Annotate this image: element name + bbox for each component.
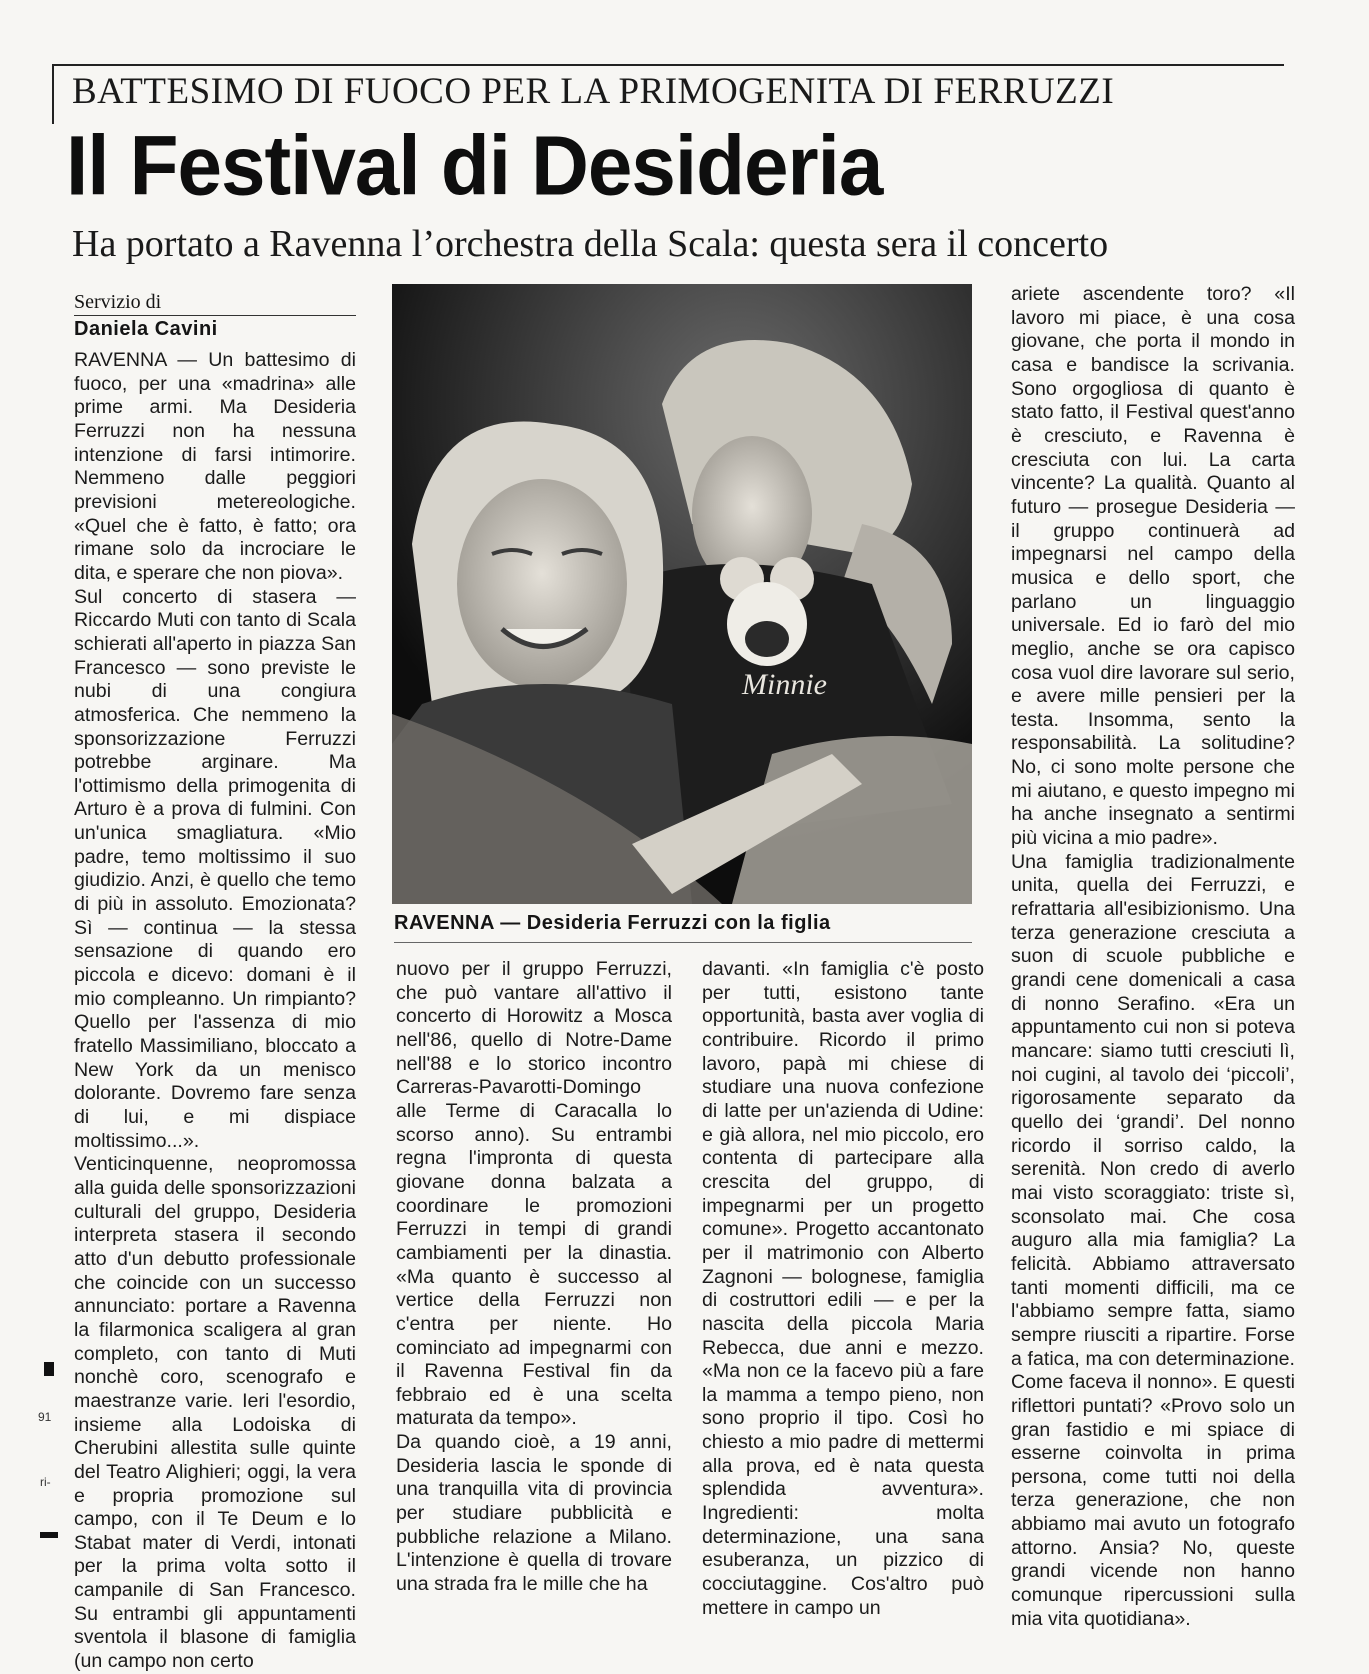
photo-illustration: [392, 284, 972, 904]
margin-mark: [40, 1532, 58, 1538]
margin-fragment: ri-: [40, 1475, 51, 1489]
subhead: Ha portato a Ravenna l’orchestra della Scala: questa sera il concerto: [72, 223, 1109, 265]
margin-mark: [44, 1362, 54, 1376]
kicker: BATTESIMO DI FUOCO PER LA PRIMOGENITA DI FERRUZZI: [72, 71, 1115, 112]
article-column-1: [74, 349, 356, 1674]
paragraph: Una famiglia tradizionalmente unita, quella dei Ferruzzi, e refrattaria all'esibizionismo. Una terza generazione cresciuta a suon di scuole pubbliche e grandi cene domenicali a casa di nonno Serafino. «Era un appuntamento cui non si poteva mancare: siamo tutti cresciuti lì, noi cugini, al tavolo dei ‘piccoli’, rigorosamente separato da quello dei ‘grandi’. Del nonno ricordo il sorriso caldo, la serenità. Non credo di averlo mai visto scoraggiato: triste sì, sconsolato mai. Che cosa auguro alla mia famiglia? La felicità. Abbiamo attraversato tanti momenti difficili, ma ce l'abbiamo sempre fatta, siamo sempre riusciti a ripartire. Forse a fatica, ma con determinazione. Come faceva il nonno». E questi riflettori puntati? «Provo solo un gran fastidio e mi spiace di esserne coinvolta in prima persona, come tutti noi della terza generazione, che non abbiamo mai avuto un fotografo attorno. Ansia? No, queste grandi vicende non hanno comunque ripercussioni sulla mia vita quotidiana».: [1011, 850, 1295, 1630]
article-photo: [392, 284, 972, 904]
photo-caption: RAVENNA — Desideria Ferruzzi con la figlia: [394, 912, 831, 934]
article-column-3: [702, 958, 984, 1620]
margin-fragment: 91: [38, 1410, 52, 1424]
paragraph: RAVENNA — Un battesimo di fuoco, per una «madrina» alle prime armi. Ma Desideria Ferruzzi non ha nessuna intenzione di farsi intimorire. Nemmeno dalle peggiori previsioni metereologiche. «Quel che è fatto, è fatto; ora rimane solo da incrociare le dita, e sperare che non piova».: [74, 349, 356, 584]
paragraph: ariete ascendente toro? «Il lavoro mi piace, è una cosa giovane, che porta il mondo in casa e bandisce la scrivania. Sono orgogliosa di quanto è stato fatto, il Festival quest'anno è cresciuto, e Ravenna è cresciuta con lui. La carta vincente? La qualità. Quanto al futuro — prosegue Desideria — il gruppo continuerà ad impegnarsi nel campo della musica e dello sport, che parlano un linguaggio universale. Ed io farò del mio meglio, anche se ora capisco cosa vuol dire lavorare sul serio, e avere mille pensieri per la testa. Insomma, sento la responsabilità. La solitudine? No, ci sono molte persone che mi aiutano, e questo impegno mi ha anche insegnato a sentirmi più vicina a mio padre».: [1011, 283, 1295, 850]
left-rule: [52, 64, 54, 124]
headline: Il Festival di Desideria: [66, 119, 883, 213]
article-column-2: [396, 958, 672, 1597]
paragraph: Venticinquenne, neopromossa alla guida delle sponsorizzazioni culturali del gruppo, Desideria interpreta stasera il secondo atto d'un debutto professionale che coincide con un successo annunciato: portare a Ravenna la filarmonica scaligera al gran completo, con tanto di Muti nonchè coro, scenografo e maestranze varie. Ieri l'esordio, insieme alla Lodoiska di Cherubini allestita sulle quinte del Teatro Alighieri; oggi, la vera e propria promozione sul campo, con il Te Deum e lo Stabat mater di Verdi, intonati per la prima volta sotto il campanile di San Francesco. Su entrambi gli appuntamenti sventola il blasone di famiglia (un campo non certo: [74, 1153, 356, 1673]
article-column-4: [1011, 283, 1295, 1631]
shirt-text: Minnie: [742, 668, 827, 701]
paragraph: Da quando cioè, a 19 anni, Desideria lascia le sponde di una tranquilla vita di provincia per studiare pubblicità e pubbliche relazione a Milano. L'intenzione è quella di trovare una strada fra le mille che ha: [396, 1431, 672, 1596]
paragraph: nuovo per il gruppo Ferruzzi, che può vantare all'attivo il concerto di Horowitz a Mosca nell'86, quello di Notre-Dame nell'88 e lo storico incontro Carreras-Pavarotti-Domingo alle Terme di Caracalla lo scorso anno). Su entrambi regna l'impronta di questa giovane donna balzata a coordinare le promozioni Ferruzzi in tempi di grandi cambiamenti per la dinastia. «Ma quanto è successo al vertice della Ferruzzi non c'entra per niente. Ho cominciato ad impegnarmi con il Ravenna Festival fin da febbraio ed è una scelta maturata da tempo».: [396, 958, 672, 1430]
paragraph: Sul concerto di stasera — Riccardo Muti con tanto di Scala schierati all'aperto in piazza San Francesco — sono previste le nubi di una congiura atmosferica. Che nemmeno la sponsorizzazione Ferruzzi potrebbe arginare. Ma l'ottimismo della primogenita di Arturo è a prova di fulmini. Con un'unica smagliatura. «Mio padre, temo moltissimo il suo giudizio. Anzi, è quello che temo di più in assoluto. Emozionata? Sì — continua — la stessa sensazione di quando ero piccola e dicevo: domani è il mio compleanno. Un rimpianto? Quello per l'assenza di mio fratello Massimiliano, bloccato a New York da un menisco dolorante. Dovremo fare senza di lui, e mi dispiace moltissimo...».: [74, 585, 356, 1152]
caption-rule: [394, 942, 972, 943]
byline-rule: [74, 315, 356, 316]
paragraph: davanti. «In famiglia c'è posto per tutti, esistono tante opportunità, basta aver voglia di contribuire. Ricordo il primo lavoro, papà mi chiese di studiare una nuova confezione di latte per un'azienda di Udine: e già allora, nel mio piccolo, ero contenta di partecipare alla crescita del gruppo, di impegnarmi per un progetto comune». Progetto accantonato per il matrimonio con Alberto Zagnoni — bolognese, famiglia di costruttori edili — e per la nascita della piccola Maria Rebecca, due anni e mezzo. «Ma non ce la facevo più a fare la mamma a tempo pieno, non sono proprio il tipo. Così ho chiesto a mio padre di mettermi alla prova, ed è nata questa splendida avventura». Ingredienti: molta determinazione, una sana esuberanza, un pizzico di cocciutaggine. Cos'altro può mettere in campo un: [702, 958, 984, 1619]
byline-author: Daniela Cavini: [74, 318, 218, 340]
byline-label: Servizio di: [74, 291, 162, 313]
top-rule: [52, 64, 1284, 66]
